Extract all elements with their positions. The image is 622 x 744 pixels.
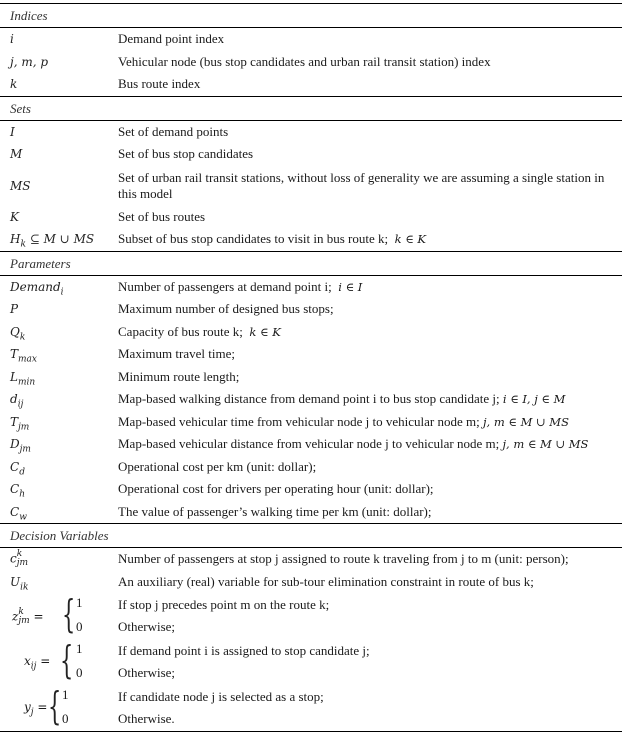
description: Operational cost for drivers per operating hour (unit: dollar); (118, 481, 434, 497)
symbol-base: L (10, 369, 18, 384)
description-text: Capacity of bus route k; (118, 323, 243, 339)
symbol-subscript: jm (18, 422, 30, 433)
symbol: MS (10, 178, 31, 193)
symbol: I (10, 124, 15, 139)
section-decision-variables (0, 523, 622, 731)
description: Operational cost per km (unit: dollar); (118, 458, 317, 474)
case-value-0: 0 (76, 619, 83, 634)
description: Maximum travel time; (118, 346, 235, 362)
piecewise-lhs (0, 593, 118, 639)
symbol: i (10, 32, 14, 47)
case-value-0: 0 (62, 711, 69, 726)
description (118, 414, 622, 430)
symbol-subscript: jm (16, 558, 29, 569)
table-row (0, 548, 622, 571)
section-indices (0, 4, 622, 96)
description: Set of bus routes (118, 208, 206, 224)
section-title: Sets (0, 96, 622, 121)
symbol-base: C (10, 482, 20, 497)
case-value-0: 0 (76, 665, 83, 680)
description: Maximum number of designed bus stops; (118, 301, 334, 317)
section-parameters (0, 251, 622, 524)
table-row (0, 321, 622, 344)
variable-superscript: k (18, 607, 24, 617)
domain: i ∈ I, j ∈ M (502, 392, 566, 407)
symbol-subscript: i (60, 287, 64, 298)
case-1-description: If candidate node j is selected as a stop; (118, 689, 324, 704)
variable-base: x (24, 654, 31, 668)
symbol-base: Q (10, 324, 20, 339)
domain: j, m ∈ M ∪ MS (502, 437, 589, 452)
symbol-superscript: k (16, 549, 23, 560)
description: Demand point index (118, 31, 225, 47)
case-1-description: If stop j precedes point m on the route k; (118, 597, 330, 612)
description: Minimum route length; (118, 368, 240, 384)
piecewise-lhs (0, 685, 118, 731)
case-value-1: 1 (76, 595, 83, 610)
description-text: Subset of bus stop candidates to visit in bus route k; (118, 231, 389, 247)
variable (12, 608, 44, 626)
table-row (0, 206, 622, 229)
description (118, 324, 622, 340)
table-row (0, 276, 622, 299)
symbol-base: C (10, 459, 20, 474)
table-row (0, 478, 622, 501)
left-brace-icon: { (62, 592, 76, 636)
symbol (0, 504, 118, 523)
symbol (0, 414, 118, 433)
symbol-subscript: d (19, 467, 25, 478)
piecewise-lhs (0, 639, 118, 685)
table-row (0, 121, 622, 144)
description: The value of passenger’s walking time per km (unit: dollar); (118, 503, 432, 519)
left-brace-icon: { (60, 638, 74, 682)
piecewise-rhs (118, 639, 622, 685)
table-row (0, 143, 622, 166)
table-row (0, 571, 622, 594)
table-row (0, 343, 622, 366)
variable-base: z (12, 609, 19, 624)
symbol-subscript: ik (20, 582, 29, 593)
notation-table (0, 3, 622, 732)
domain: i ∈ I (338, 279, 363, 294)
description (118, 231, 622, 247)
description: An auxiliary (real) variable for sub-tour elimination constraint in route of bus k; (118, 573, 534, 589)
table-row (0, 51, 622, 74)
symbol-rest: ⊆ M ∪ MS (25, 232, 95, 247)
left-brace-icon: { (48, 684, 62, 728)
piecewise-rhs (118, 685, 622, 731)
table-row (0, 501, 622, 524)
symbol-subscript: w (19, 512, 27, 523)
domain: k ∈ K (249, 324, 281, 339)
symbol-base: T (10, 347, 19, 362)
piecewise-definition (0, 685, 622, 731)
description-text: Map-based vehicular distance from vehicular node j to vehicular node m; (118, 436, 500, 452)
variable-subscript: j (30, 707, 34, 718)
description (118, 391, 622, 407)
table-row (0, 388, 622, 411)
symbol (0, 392, 118, 410)
symbol-base: D (10, 437, 20, 452)
equals-sign: = (37, 700, 48, 714)
symbol (0, 279, 118, 298)
symbol: k (10, 77, 18, 92)
symbol-base: U (10, 574, 21, 589)
symbol: M (10, 147, 23, 162)
description: Vehicular node (bus stop candidates and urban rail transit station) index (118, 53, 491, 69)
symbol (0, 369, 118, 388)
case-value-1: 1 (62, 687, 69, 702)
case-0-description: Otherwise. (118, 711, 175, 726)
symbol-base: H (10, 232, 21, 247)
symbol (0, 232, 118, 250)
table-row (0, 366, 622, 389)
table-row (0, 166, 622, 206)
description (118, 279, 622, 295)
symbol-subscript: min (17, 377, 36, 388)
symbol (0, 324, 118, 343)
symbol-subscript: max (18, 354, 37, 365)
symbol-subscript: h (19, 489, 25, 500)
symbol: P (10, 302, 19, 317)
symbol (0, 347, 118, 365)
variable-subscript: ij (30, 661, 37, 672)
description: Set of bus stop candidates (118, 146, 254, 162)
piecewise-definition (0, 639, 622, 685)
description: Set of urban rail transit stations, without loss of generality we are assuming a single station in this model (118, 169, 605, 201)
description (118, 436, 622, 452)
symbol-base: Demand (10, 279, 61, 294)
symbol-subscript: jm (19, 444, 31, 455)
section-title: Decision Variables (0, 523, 622, 548)
description: Bus route index (118, 76, 201, 92)
section-sets (0, 96, 622, 251)
equals-sign: = (40, 654, 51, 668)
equals-sign: = (33, 609, 44, 624)
piecewise-definition (0, 593, 622, 639)
description: Set of demand points (118, 123, 229, 139)
table-row (0, 433, 622, 456)
symbol-base: T (10, 414, 19, 429)
symbol (0, 459, 118, 478)
symbol (0, 437, 118, 455)
description-text: Number of passengers at demand point i; (118, 278, 332, 294)
variable (24, 700, 48, 718)
description-text: Map-based vehicular time from vehicular node j to vehicular node m; (118, 413, 480, 429)
symbol-base: C (10, 504, 20, 519)
symbol (0, 550, 118, 568)
table-row (0, 73, 622, 96)
piecewise-rhs (118, 593, 622, 639)
section-title: Parameters (0, 251, 622, 276)
symbol: K (10, 209, 19, 224)
case-0-description: Otherwise; (118, 619, 176, 634)
symbol: j, m, p (10, 54, 49, 69)
domain: j, m ∈ M ∪ MS (482, 414, 569, 429)
variable-base: y (24, 700, 31, 714)
variable-subscript: jm (18, 616, 30, 626)
table-row (0, 28, 622, 51)
symbol-subscript: k (20, 239, 26, 250)
domain: k ∈ K (394, 232, 426, 247)
symbol-base: d (10, 392, 18, 407)
symbol-subscript: ij (17, 399, 24, 410)
symbol (0, 574, 118, 593)
table-row (0, 298, 622, 321)
table-row (0, 411, 622, 434)
description-text: Map-based walking distance from demand point i to bus stop candidate j; (118, 391, 500, 407)
table-row (0, 456, 622, 479)
variable (24, 654, 51, 672)
symbol (0, 482, 118, 500)
symbol-subscript: k (19, 332, 26, 343)
case-1-description: If demand point i is assigned to stop candidate j; (118, 643, 370, 658)
case-value-1: 1 (76, 641, 83, 656)
description: Number of passengers at stop j assigned to route k traveling from j to m (unit: person); (118, 551, 569, 567)
section-title: Indices (0, 4, 622, 28)
symbol-base: c (10, 551, 17, 566)
case-0-description: Otherwise; (118, 665, 176, 680)
table-row (0, 228, 622, 251)
